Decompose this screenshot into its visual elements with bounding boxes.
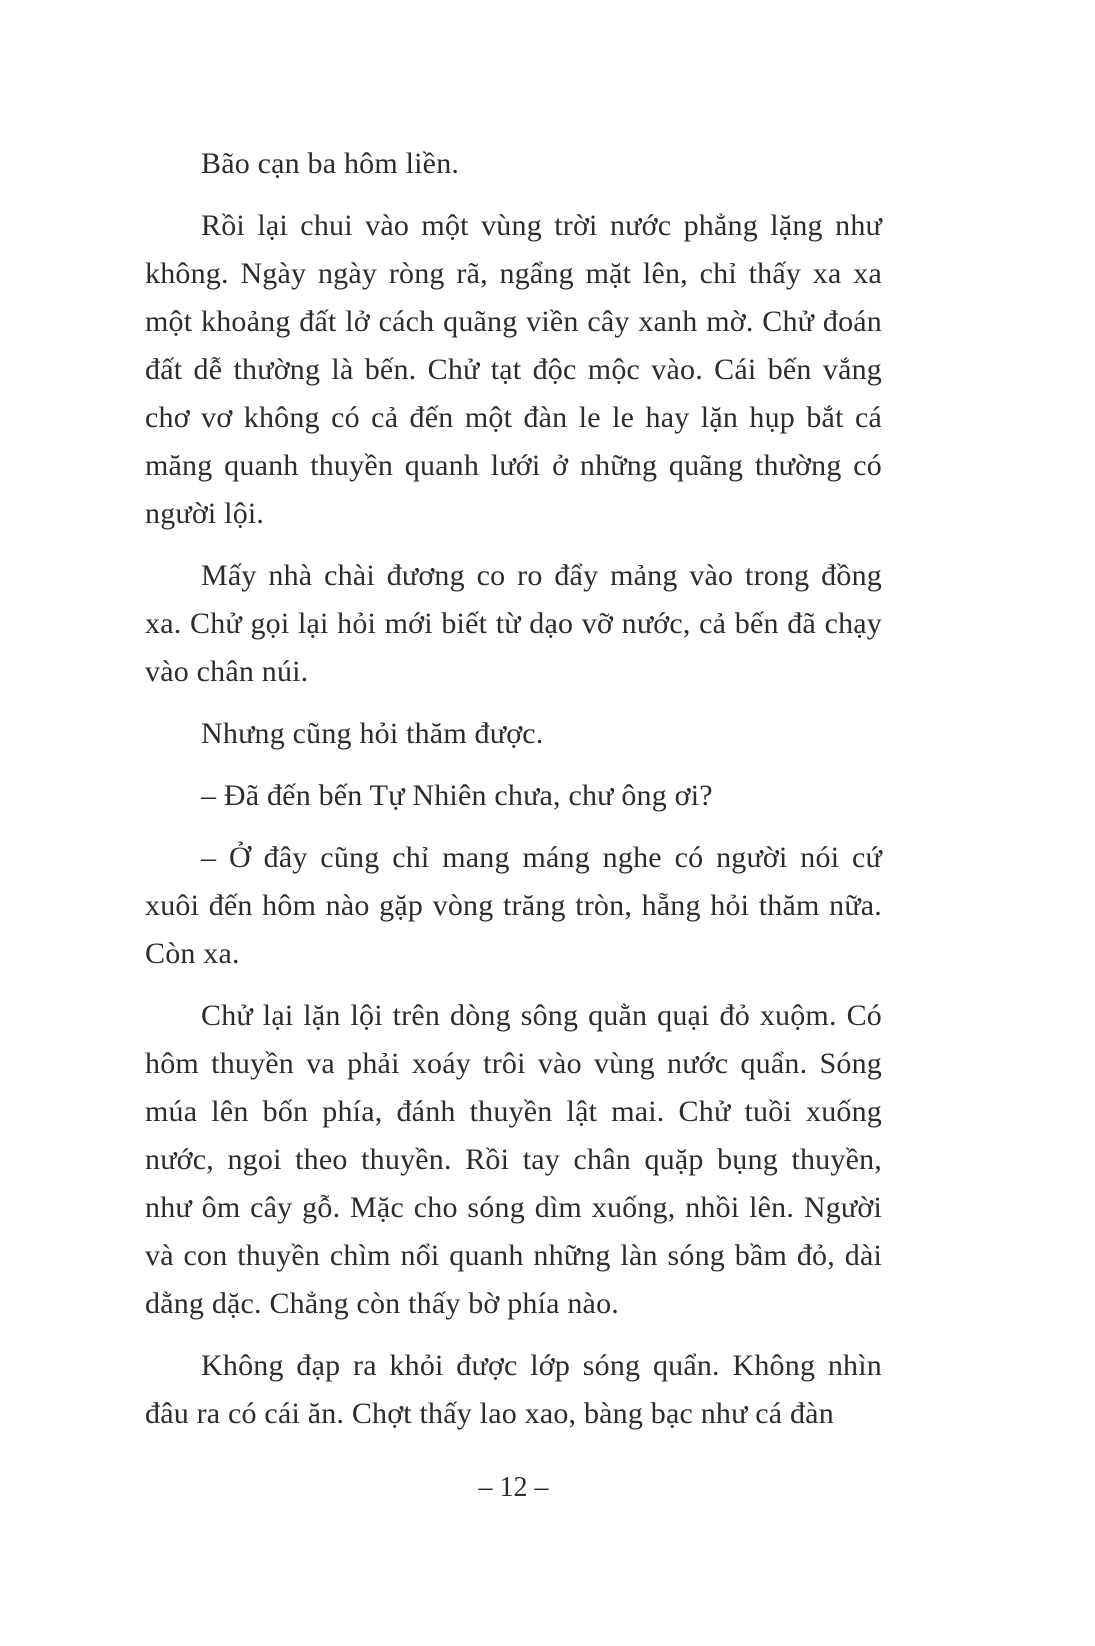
- paragraph: Mấy nhà chài đương co ro đẩy mảng vào trong đồng xa. Chử gọi lại hỏi mới biết từ dạo vỡ nước, cả bến đã chạy vào chân núi.: [145, 559, 882, 688]
- page-number: – 12 –: [478, 1472, 549, 1503]
- paragraph: Bão cạn ba hôm liền.: [201, 147, 460, 180]
- paragraph: – Ở đây cũng chỉ mang máng nghe có người nói cứ xuôi đến hôm nào gặp vòng trăng tròn, hẵng hỏi thăm nữa. Còn xa.: [145, 841, 882, 970]
- text-block: [145, 140, 882, 1438]
- paragraph: Chử lại lặn lội trên dòng sông quằn quại đỏ xuộm. Có hôm thuyền va phải xoáy trôi vào vùng nước quẩn. Sóng múa lên bốn phía, đánh thuyền lật mai. Chử tuồi xuống nước, ngoi theo thuyền. Rồi tay chân quặp bụng thuyền, như ôm cây gỗ. Mặc cho sóng dìm xuống, nhồi lên. Người và con thuyền chìm nổi quanh những làn sóng bầm đỏ, dài dằng dặc. Chẳng còn thấy bờ phía nào.: [145, 999, 882, 1320]
- paragraph: – Đã đến bến Tự Nhiên chưa, chư ông ơi?: [201, 779, 713, 812]
- paragraph: Rồi lại chui vào một vùng trời nước phẳng lặng như không. Ngày ngày ròng rã, ngẩng mặt lên, chỉ thấy xa xa một khoảng đất lở cách quãng viền cây xanh mờ. Chử đoán đất dễ thường là bến. Chử tạt độc mộc vào. Cái bến vắng chơ vơ không có cả đến một đàn le le hay lặn hụp bắt cá măng quanh thuyền quanh lưới ở những quãng thường có người lội.: [145, 209, 882, 530]
- paragraph: Nhưng cũng hỏi thăm được.: [201, 717, 544, 750]
- paragraph: Không đạp ra khỏi được lớp sóng quẩn. Không nhìn đâu ra có cái ăn. Chợt thấy lao xao, bàng bạc như cá đàn: [145, 1349, 882, 1430]
